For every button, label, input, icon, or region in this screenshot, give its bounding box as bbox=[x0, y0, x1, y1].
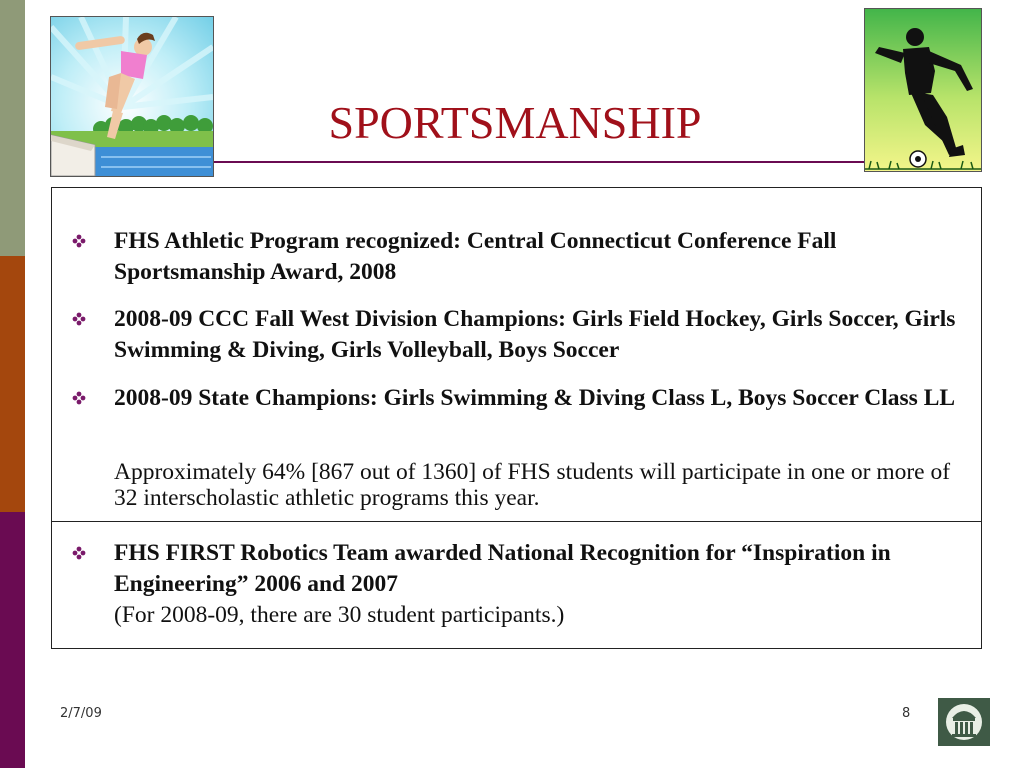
bullet-division-champions: 2008-09 CCC Fall West Division Champions: Girls Field Hockey, Girls Soccer, Girls Swimming & Diving, Girls Volleyball, Boys Soccer bbox=[114, 306, 956, 363]
bullet-sportsmanship-award: FHS Athletic Program recognized: Central Connecticut Conference Fall Sportsmanship Award, 2008 bbox=[114, 228, 837, 285]
slide-number: 8 bbox=[902, 706, 911, 721]
robotics-participants-note: (For 2008-09, there are 30 student participants.) bbox=[114, 602, 565, 628]
slide-title: SPORTSMANSHIP bbox=[328, 97, 702, 148]
bullet-robotics-recognition: FHS FIRST Robotics Team awarded National Recognition for “Inspiration in Engineering” 2006 and 2007 bbox=[114, 540, 891, 597]
side-bar-orange bbox=[0, 256, 25, 512]
diamond-bullet-icon bbox=[72, 312, 86, 326]
side-bar-purple bbox=[0, 512, 25, 768]
diver-clipart bbox=[50, 16, 214, 177]
side-bar-green bbox=[0, 0, 25, 256]
diamond-bullet-icon bbox=[72, 546, 86, 560]
slide-date: 2/7/09 bbox=[60, 706, 102, 721]
title-underline bbox=[214, 161, 864, 163]
soccer-player-clipart bbox=[864, 8, 982, 172]
diamond-bullet-icon bbox=[72, 234, 86, 248]
participation-note: Approximately 64% [867 out of 1360] of FHS students will participate in one or more of 32 interscholastic athletic programs this year. bbox=[114, 459, 951, 511]
school-logo-icon bbox=[938, 698, 990, 746]
diamond-bullet-icon bbox=[72, 391, 86, 405]
bullet-state-champions: 2008-09 State Champions: Girls Swimming & Diving Class L, Boys Soccer Class LL bbox=[114, 385, 956, 411]
